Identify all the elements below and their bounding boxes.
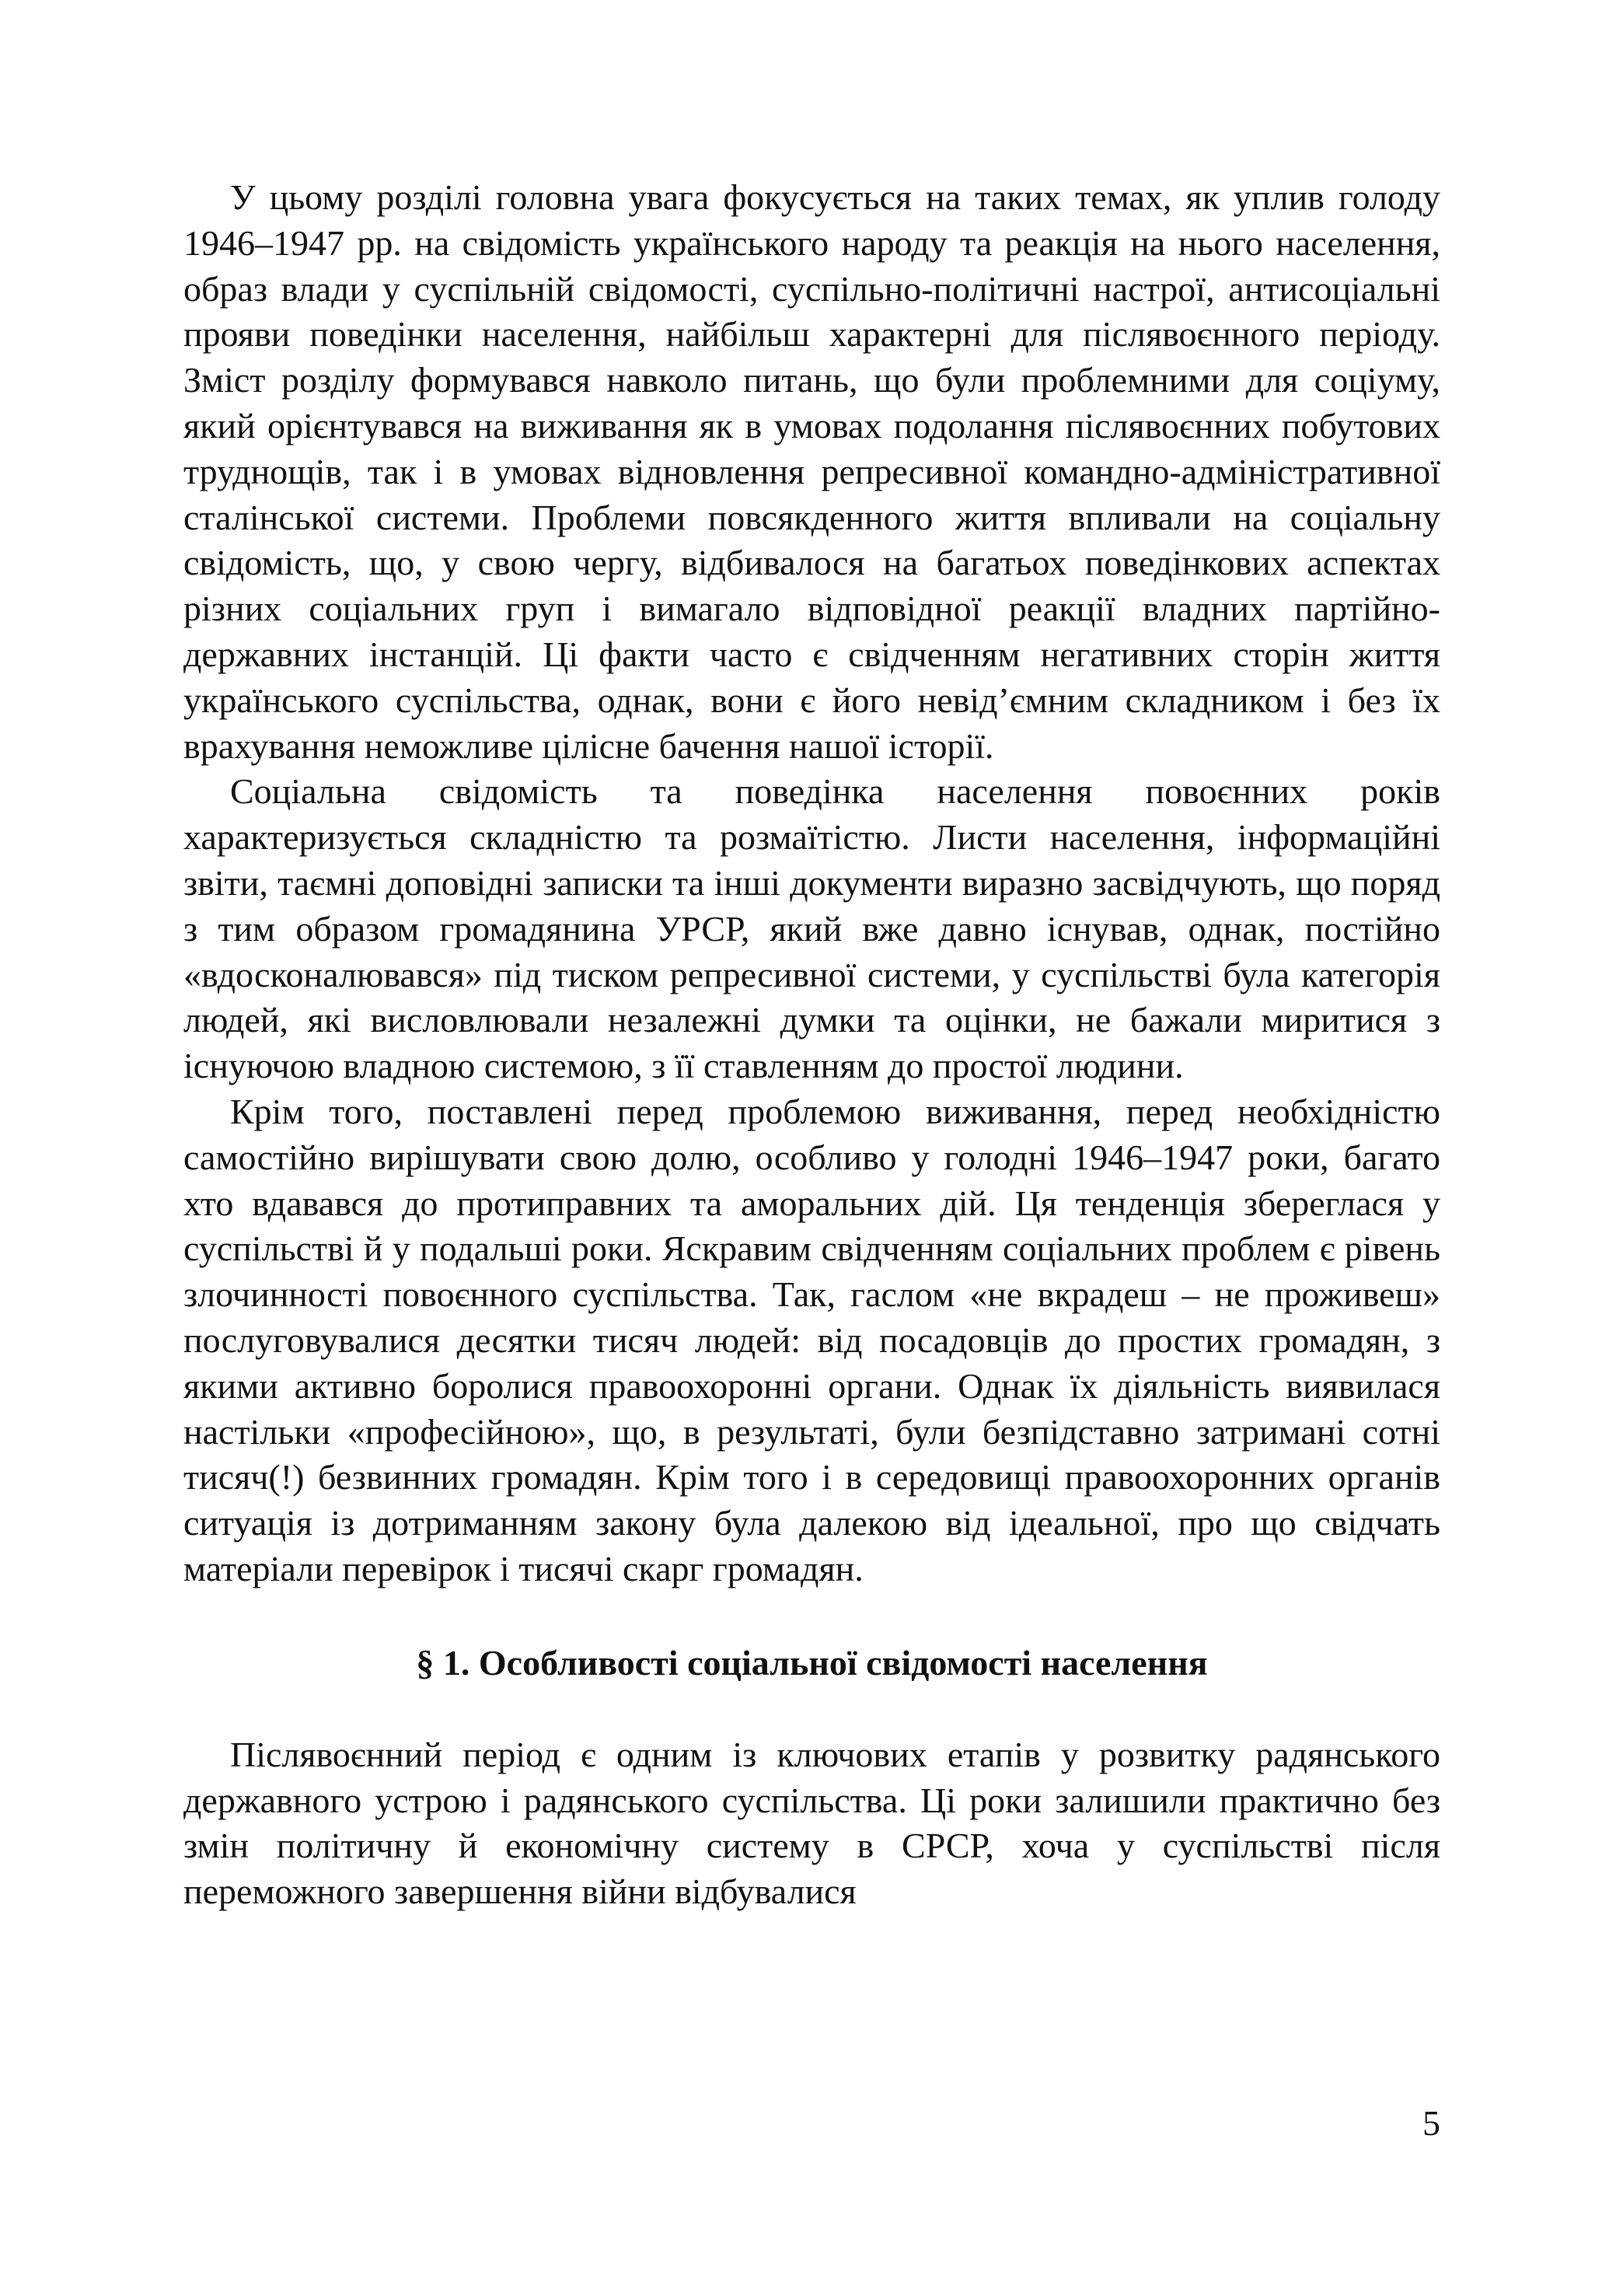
paragraph-3: Крім того, поставлені перед проблемою виживання, перед необхідністю самостійно вирішувати свою долю, особливо у голодні 1946–1947 роки, багато хто вдавався до протиправних та аморальних дій. Ця тенденція збереглася у суспільстві й у подальші роки. Яскравим свідченням соціальних проблем є рівень злочинності повоєнного суспільства. Так, гаслом «не вкрадеш – не проживеш» послуговувалися десятки тисяч людей: від посадовців до простих громадян, з якими активно боролися правоохоронні органи. Однак їх діяльність виявилася настільки «професійною», що, в результаті, були безпідставно затримані сотні тисяч(!) безвинних громадян. Крім того і в середовищі правоохоронних органів ситуація із дотриманням закону була далекою від ідеальної, про що свідчать матеріали перевірок і тисячі скарг громадян. — [183, 1091, 1440, 1588]
paragraph-4: Післявоєнний період є одним із ключових етапів у розвитку радянського державного устрою і радянського суспільства. Ці роки залишили практично без змін політичну й економічну систему в СРСР, хоча у суспільстві після переможного завершення війни відбувалися — [183, 1734, 1440, 1912]
paragraph-1: У цьому розділі головна увага фокусується на таких темах, як уплив голоду 1946–1947 рр. на свідомість українського народу та реакція на нього населення, образ влади у суспільній свідомості, суспільно-політичні настрої, антисоціальні прояви поведінки населення, найбільш характерні для післявоєнного періоду. Зміст розділу формувався навколо питань, що були проблемними для соціуму, який орієнтувався на виживання як в умовах подолання післявоєнних побутових труднощів, так і в умовах відновлення репресивної командно-адміністративної сталінської системи. Проблеми повсякденного життя впливали на соціальну свідомість, що, у свою чергу, відбивалося на багатьох поведінкових аспектах різних соціальних груп і вимагало відповідної реакції владних партійно-державних інстанцій. Ці факти часто є свідченням негативних сторін життя українського суспільства, однак, вони є його невід’ємним складником і без їх врахування неможливе цілісне бачення нашої історії. — [183, 177, 1440, 766]
main-text — [183, 175, 1440, 1915]
page-number: 5 — [1422, 2103, 1440, 2143]
section-heading: § 1. Особливості соціальної свідомості населення — [416, 1642, 1208, 1683]
paragraph-2: Соціальна свідомість та поведінка населення повоєнних років характеризується складністю та розмаїтістю. Листи населення, інформаційні звіти, таємні доповідні записки та інші документи виразно засвідчують, що поряд з тим образом громадянина УРСР, який вже давно існував, однак, постійно «вдосконалювався» під тиском репресивної системи, у суспільстві була категорія людей, які висловлювали незалежні думки та оцінки, не бажали миритися з існуючою владною системою, з її ставленням до простої людини. — [183, 771, 1440, 1086]
